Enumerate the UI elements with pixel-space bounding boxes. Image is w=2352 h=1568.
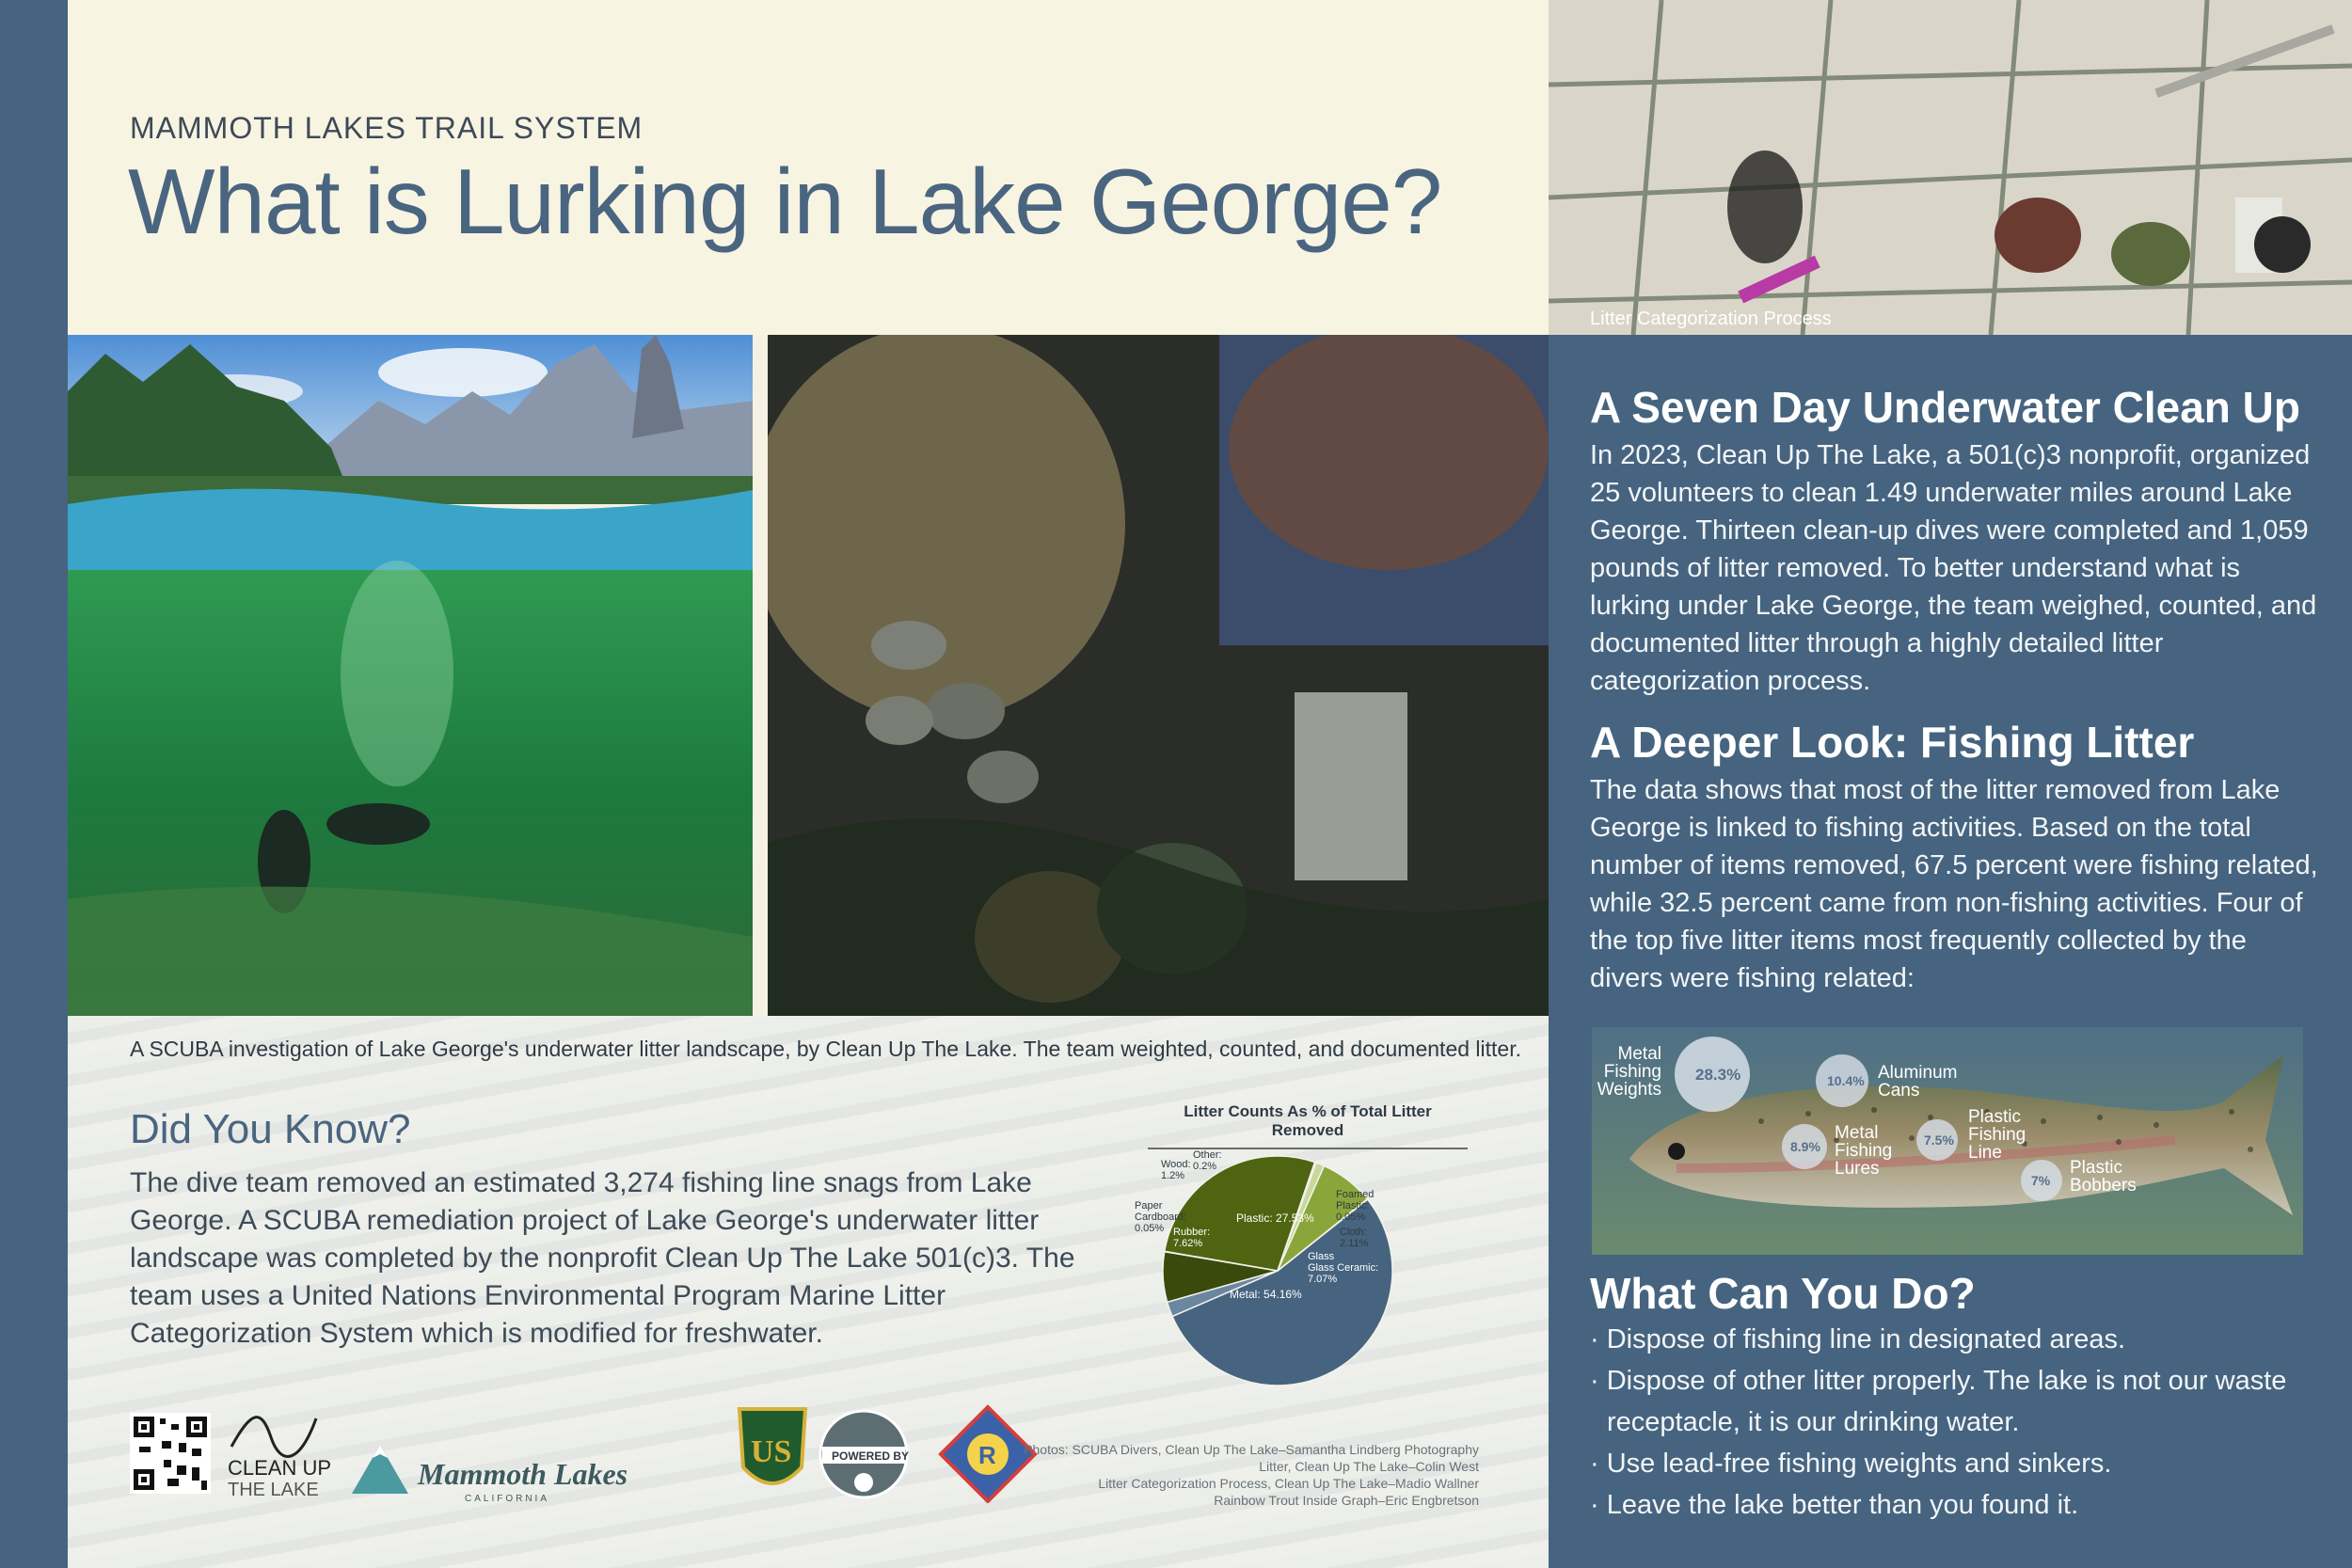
litter-categorization-photo [1549,0,2352,335]
top-item-pct: 7.5% [1924,1132,1954,1148]
top-item-pct: 10.4% [1827,1073,1865,1088]
pie-label-wood-value: 1.2% [1161,1170,1185,1181]
pie-label-cloth-name: Cloth: [1340,1227,1367,1238]
seven-day-title: A Seven Day Underwater Clean Up [1590,383,2300,432]
pie-label-plastic-name: Plastic: [1236,1212,1273,1225]
top-item-label-line: Cans [1878,1081,1920,1101]
pie-label-rubber-value: 7.62% [1173,1238,1203,1249]
credit-line: Litter, Clean Up The Lake–Colin West [1259,1459,1479,1474]
page-title: What is Lurking in Lake George? [128,150,1442,253]
pie-label-metal-name: Metal: [1230,1288,1261,1301]
top-item-label-line: Plastic [2070,1158,2122,1178]
credit-line: Photos: SCUBA Divers, Clean Up The Lake–Samantha Lindberg Photography [1024,1442,1479,1457]
pie-label-rubber-name: Rubber: [1173,1227,1211,1238]
categorization-photo-caption: Litter Categorization Process [1590,309,1832,329]
pie-label-paper-value: 0.05% [1135,1223,1165,1234]
credit-line: Rainbow Trout Inside Graph–Eric Engbretson [1214,1493,1479,1508]
photo-credits [1009,1441,1479,1509]
pie-label-glass-name: Glass Ceramic: [1308,1262,1379,1274]
action-item: · Leave the lake better than you found it. [1590,1490,2079,1520]
action-item: · Use lead-free fishing weights and sinkers. [1590,1449,2112,1479]
powered-by-badge [820,1411,909,1497]
top-item-label-line: Fishing [1835,1141,1893,1161]
svg-text:US: US [751,1434,792,1469]
action-list [1590,1319,2324,1526]
qr-code[interactable] [130,1413,211,1494]
did-you-know-body: The dive team removed an estimated 3,274 fishing line snags from Lake George. A SCUBA remediation project of Lake George's underwater litter landscape was completed by the nonprofit Clean Up The Lake 501(c)3. The team uses a United Nations Environmental Program Marine Litter Categorization System which is modified for freshwater. [130,1167,1075,1349]
trail-system-label: MAMMOTH LAKES TRAIL SYSTEM [130,111,644,145]
forest-service-shield-icon [739,1409,805,1483]
seven-day-section [1590,382,2324,700]
top-item-label-line: Plastic [1968,1107,2021,1127]
top-item-pct: 28.3% [1695,1066,1741,1084]
pie-label-other-value: 0.2% [1193,1161,1217,1172]
mammoth-logo-subtext: CALIFORNIA [465,1494,550,1503]
pie-label-metal-value: 54.16% [1263,1288,1302,1301]
what-can-you-do-section [1590,1268,2324,1526]
clean-up-the-lake-logo [228,1418,331,1500]
svg-text:PaperCardboard:0.05%: Paper Cardboard: 0.05% [1135,1200,1187,1234]
deeper-look-section [1590,717,2324,997]
top-item-plastic-bobbers [2021,1158,2137,1201]
top-item-label-line: Metal [1835,1123,1879,1143]
cleanup-logo-line2: THE LAKE [228,1480,319,1500]
action-item: · Dispose of fishing line in designated areas. [1590,1324,2126,1354]
top-item-label-line: Metal [1617,1044,1661,1064]
header [68,0,1549,335]
did-you-know-title: Did You Know? [130,1106,411,1152]
pie-label-plastic-value: 27.53% [1276,1212,1314,1225]
pie-label-other-name: Other: [1193,1149,1222,1161]
deeper-look-body: The data shows that most of the litter removed from Lake George is linked to fishing activities. Based on the total number of items removed, 67.5 percent were fishing related, while 32.5 percent came from non-fishing activities. Four of the top five litter items most frequently collected by the divers were fishing related: [1590,775,2318,993]
mammoth-lakes-logo [352,1445,628,1503]
chart-title: Litter Counts As % of Total Litter Removed [1148,1102,1468,1149]
svg-text:Wood:1.2% [1161,1159,1191,1181]
pie-label-foam-value: 0.05% [1336,1212,1366,1223]
top-item-pct: 8.9% [1790,1139,1820,1154]
svg-text:Other:0.2% [1193,1149,1222,1172]
deeper-look-title: A Deeper Look: Fishing Litter [1590,718,2195,767]
pie-label-wood-name: Wood: [1161,1159,1191,1170]
action-item: · Dispose of other litter properly. The lake is not our waste receptacle, it is our drinking water. [1590,1366,2287,1437]
svg-text:R: R [978,1441,996,1469]
svg-text:Plastic: 27.53% [1236,1212,1314,1225]
partner-logos [130,1400,1052,1503]
litter-pie-chart [1131,1143,1564,1425]
credit-line: Litter Categorization Process, Clean Up The Lake–Madio Wallner [1098,1476,1479,1491]
litter-photo [768,335,1549,1016]
divers-photo [68,335,753,1016]
top-item-label-line: Line [1968,1143,2002,1163]
photo-caption: A SCUBA investigation of Lake George's underwater litter landscape, by Clean Up The Lake. The team weighted, counted, and documented litter. [130,1037,1521,1061]
seven-day-body: In 2023, Clean Up The Lake, a 501(c)3 nonprofit, organized 25 volunteers to clean 1.49 underwater miles around Lake George. Thirteen clean-up dives were completed and 1,059 pounds of litter removed. To better understand what is lurking under Lake George, the team weighed, counted, and documented litter through a highly detailed litter categorization process. [1590,440,2317,696]
top-item-pct: 7% [2031,1173,2051,1188]
top-item-label-line: Fishing [1603,1062,1661,1082]
powered-by-text: POWERED BY [832,1449,910,1463]
top-item-label-line: Fishing [1968,1125,2026,1145]
svg-text:Cloth:2.11% [1340,1227,1369,1249]
top-item-label-line: Aluminum [1878,1063,1958,1083]
svg-text:FoamedPlastic:0.05%: Foamed Plastic: 0.05% [1336,1189,1375,1223]
pie-label-cloth-value: 2.11% [1340,1238,1369,1249]
top-item-label-line: Weights [1597,1080,1661,1100]
mammoth-logo-text: Mammoth Lakes [418,1457,628,1491]
top-item-label-line: Lures [1835,1159,1880,1179]
trout-graph [1592,1027,2303,1255]
left-panel [68,0,1549,1568]
svg-text:Metal: 54.16% [1230,1288,1302,1301]
cleanup-logo-line1: CLEAN UP [228,1456,332,1480]
top-item-label-line: Bobbers [2070,1176,2137,1196]
what-can-you-do-title: What Can You Do? [1590,1269,1976,1318]
svg-text:GlassGlass Ceramic:7.07%: Glass Glass Ceramic: 7.07% [1308,1251,1379,1285]
pie-label-glass-value: 7.07% [1308,1274,1338,1285]
